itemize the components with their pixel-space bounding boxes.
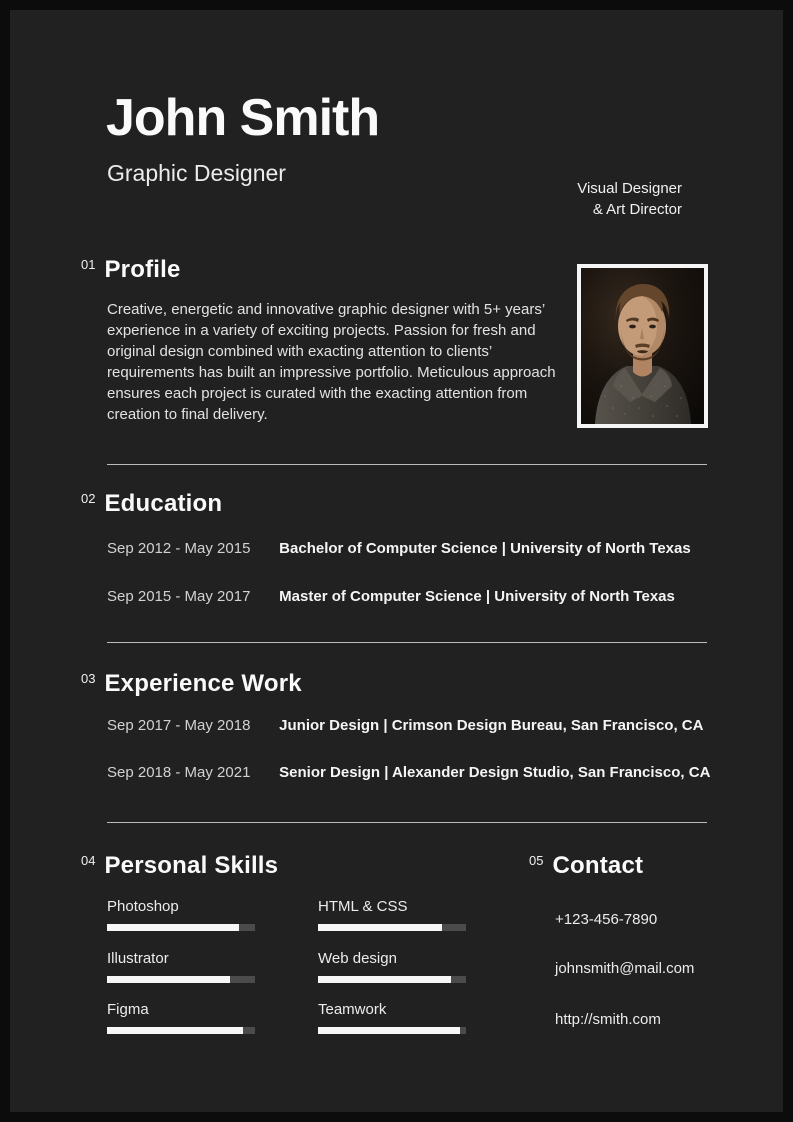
experience-dates: Sep 2017 - May 2018 <box>107 717 251 734</box>
section-heading-profile <box>81 256 181 284</box>
section-number-contact: 05 <box>529 853 544 868</box>
skill-bar-fill <box>107 924 239 931</box>
skill-bar-track <box>107 924 255 931</box>
skill-html-css <box>318 898 466 931</box>
section-number-education: 02 <box>81 491 96 506</box>
tagline-line-2: & Art Director <box>592 201 682 218</box>
section-title-experience: Experience Work <box>104 670 302 697</box>
skill-label: HTML & CSS <box>318 898 408 915</box>
education-detail: Master of Computer Science | University of North Texas <box>279 588 675 605</box>
experience-detail: Junior Design | Crimson Design Bureau, San Francisco, CA <box>279 717 704 734</box>
skill-label: Teamwork <box>318 1001 387 1018</box>
profile-photo <box>577 264 708 428</box>
section-number-profile: 01 <box>81 257 96 272</box>
profile-summary: Creative, energetic and innovative graphic designer with 5+ years’ experience in a variety of exciting projects. Passion for fresh and original design combined with exacting attention to clients’ requirements has built an impressive portfolio. Meticulous approach ensures each project is curated with the exacting attention from creation to final delivery. <box>107 301 556 423</box>
education-row <box>107 588 675 605</box>
contact-website[interactable]: http://smith.com <box>555 1011 661 1028</box>
tagline <box>577 178 682 220</box>
skill-label: Illustrator <box>107 950 169 967</box>
skill-label: Web design <box>318 950 397 967</box>
skill-bar-fill <box>318 1027 460 1034</box>
education-row <box>107 540 691 557</box>
section-heading-skills <box>81 852 278 880</box>
section-title-education: Education <box>104 490 223 517</box>
education-dates: Sep 2015 - May 2017 <box>107 588 251 605</box>
contact-email[interactable]: johnsmith@mail.com <box>555 960 695 977</box>
divider <box>107 642 707 643</box>
resume-sheet <box>10 10 783 1112</box>
section-title-contact: Contact <box>552 852 644 879</box>
section-heading-education <box>81 490 222 518</box>
skill-bar-fill <box>318 924 442 931</box>
section-number-experience: 03 <box>81 671 96 686</box>
skill-figma <box>107 1001 255 1034</box>
education-dates: Sep 2012 - May 2015 <box>107 540 251 557</box>
experience-row <box>107 764 710 781</box>
section-title-profile: Profile <box>104 256 181 283</box>
skill-illustrator <box>107 950 255 983</box>
job-title: Graphic Designer <box>107 160 286 186</box>
skill-label: Figma <box>107 1001 149 1018</box>
skill-label: Photoshop <box>107 898 179 915</box>
skill-photoshop <box>107 898 255 931</box>
skill-bar-track <box>318 1027 466 1034</box>
person-name: John Smith <box>106 89 380 147</box>
tagline-line-1: Visual Designer <box>577 180 682 197</box>
contact-phone[interactable]: +123-456-7890 <box>555 911 658 928</box>
skill-bar-track <box>318 976 466 983</box>
experience-detail: Senior Design | Alexander Design Studio, San Francisco, CA <box>279 764 711 781</box>
experience-row <box>107 717 703 734</box>
section-title-skills: Personal Skills <box>104 852 279 879</box>
skill-bar-fill <box>107 1027 243 1034</box>
divider <box>107 822 707 823</box>
section-heading-contact <box>529 852 643 880</box>
divider <box>107 464 707 465</box>
section-number-skills: 04 <box>81 853 96 868</box>
education-detail: Bachelor of Computer Science | University of North Texas <box>279 540 691 557</box>
skill-bar-fill <box>107 976 230 983</box>
skill-bar-track <box>107 1027 255 1034</box>
experience-dates: Sep 2018 - May 2021 <box>107 764 251 781</box>
portrait-illustration <box>581 268 704 424</box>
section-heading-experience <box>81 670 302 698</box>
skill-bar-fill <box>318 976 451 983</box>
skill-teamwork <box>318 1001 466 1034</box>
skill-web-design <box>318 950 466 983</box>
skill-bar-track <box>107 976 255 983</box>
skill-bar-track <box>318 924 466 931</box>
